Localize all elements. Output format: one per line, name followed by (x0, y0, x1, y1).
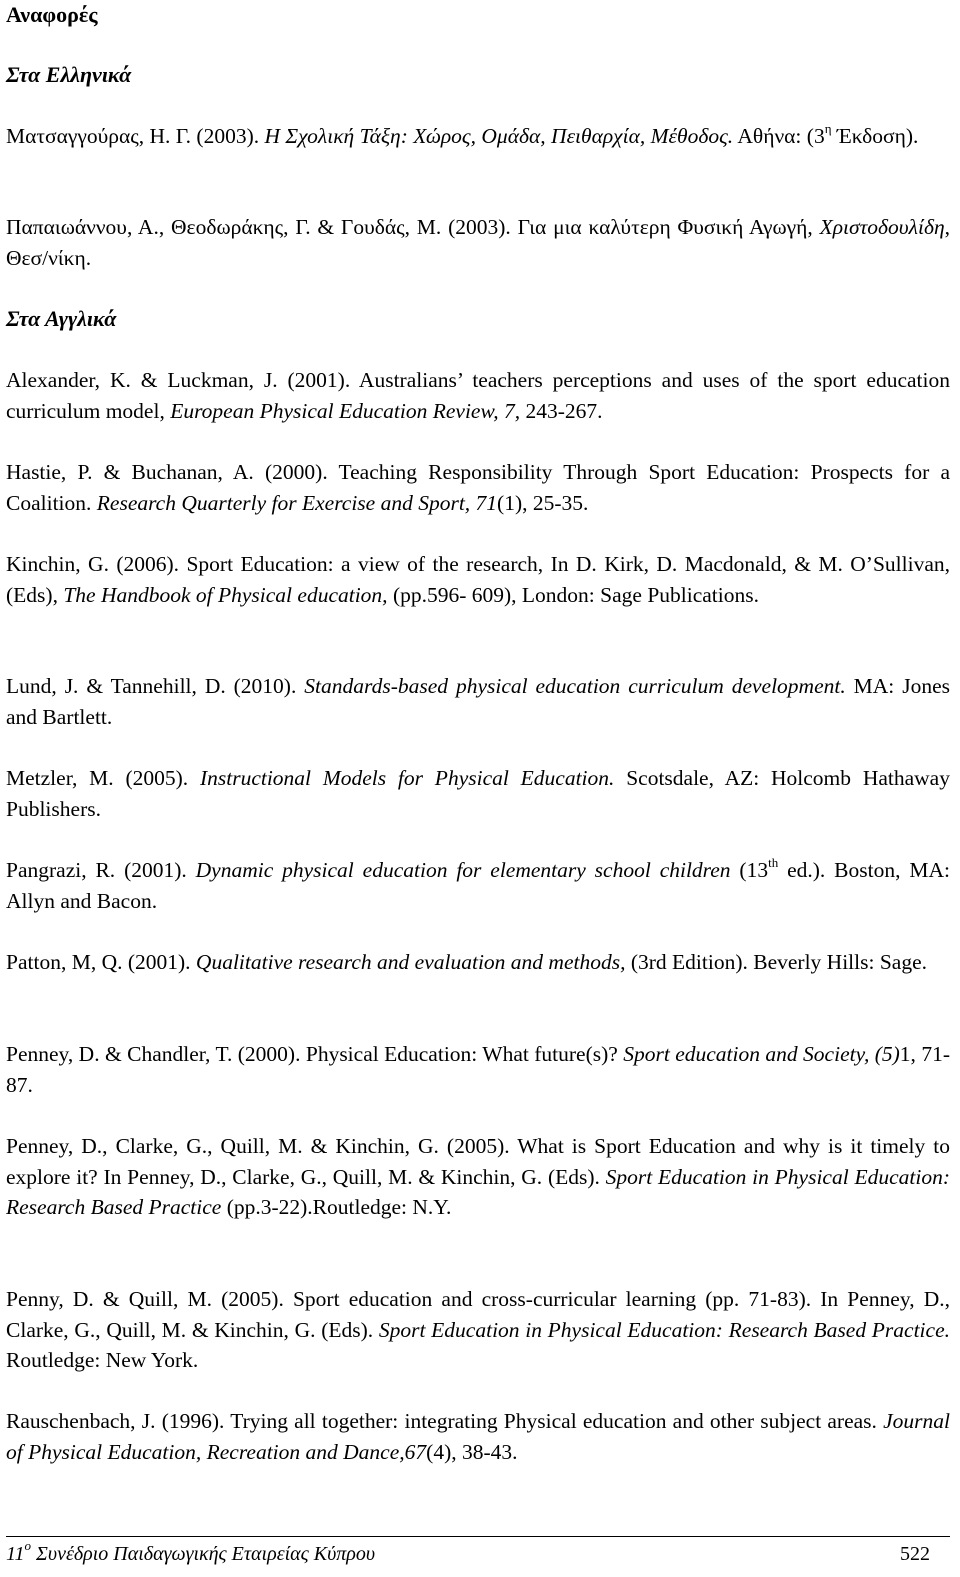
reference-item: Παπαιωάννου, Α., Θεοδωράκης, Γ. & Γουδάς, Μ. (2003). Για μια καλύτερη Φυσική Αγωγή, Χριστοδουλίδη, Θεσ/νίκη. (6, 215, 950, 270)
page-title: Αναφορές (6, 2, 98, 27)
reference-item: Penney, D., Clarke, G., Quill, M. & Kinchin, G. (2005). What is Sport Education and why is it timely to explore it? In Penney, D., Clarke, G., Quill, M. & Kinchin, G. (Eds). Sport Education in Physical Education: Research Based Practice (pp.3-22).Routledge: N.Y. (6, 1134, 950, 1219)
reference-item: Lund, J. & Tannehill, D. (2010). Standards-based physical education curriculum development. MA: Jones and Bartlett. (6, 674, 950, 729)
reference-item: Kinchin, G. (2006). Sport Education: a view of the research, In D. Kirk, D. Macdonald, & M. O’Sullivan, (Eds), The Handbook of Physical education, (pp.596- 609), London: Sage Publications. (6, 552, 950, 607)
reference-item: Ματσαγγούρας, Η. Γ. (2003). Η Σχολική Τάξη: Χώρος, Ομάδα, Πειθαρχία, Μέθοδος. Αθήνα: ($3^\eta$ Έκδοση). (6, 121, 919, 148)
reference-item: Penney, D. & Chandler, T. (2000). Physical Education: What future(s)? Sport education and Society, (5)1, 71-87. (6, 1042, 950, 1097)
reference-item: Patton, M, Q. (2001). Qualitative research and evaluation and methods, (3rd Edition). Beverly Hills: Sage. (6, 950, 927, 974)
reference-item: Metzler, M. (2005). Instructional Models for Physical Education. Scotsdale, AZ: Holcomb Hathaway Publishers. (6, 766, 950, 821)
page-number: 522 (900, 1543, 930, 1565)
reference-item: Hastie, P. & Buchanan, A. (2000). Teaching Responsibility Through Sport Education: Prospects for a Coalition. Research Quarterly for Exercise and Sport, 71(1), 25-35. (6, 460, 950, 515)
section-greek-heading: Στα Ελληνικά (6, 62, 132, 87)
section-english-heading: Στα Αγγλικά (6, 306, 117, 331)
footer-divider (6, 1536, 950, 1537)
reference-item: Rauschenbach, J. (1996). Trying all together: integrating Physical education and other subject areas. Journal of Physical Education, Recreation and Dance,67(4), 38-43. (6, 1409, 950, 1464)
footer-conference-title: $11^o$ Συνέδριο Παιδαγωγικής Εταιρείας Κύπρου (6, 1538, 376, 1565)
reference-item: Alexander, K. & Luckman, J. (2001). Australians’ teachers perceptions and uses of the sport education curriculum model, European Physical Education Review, 7, 243-267. (6, 368, 950, 423)
reference-item: Pangrazi, R. (2001). Dynamic physical education for elementary school children (13th ed.). Boston, MA: Allyn and Bacon. (6, 855, 950, 913)
reference-item: Penny, D. & Quill, M. (2005). Sport education and cross-curricular learning (pp. 71-83). In Penney, D., Clarke, G., Quill, M. & Kinchin, G. (Eds). Sport Education in Physical Education: Research Based Practice. Routledge: New York. (6, 1287, 950, 1372)
